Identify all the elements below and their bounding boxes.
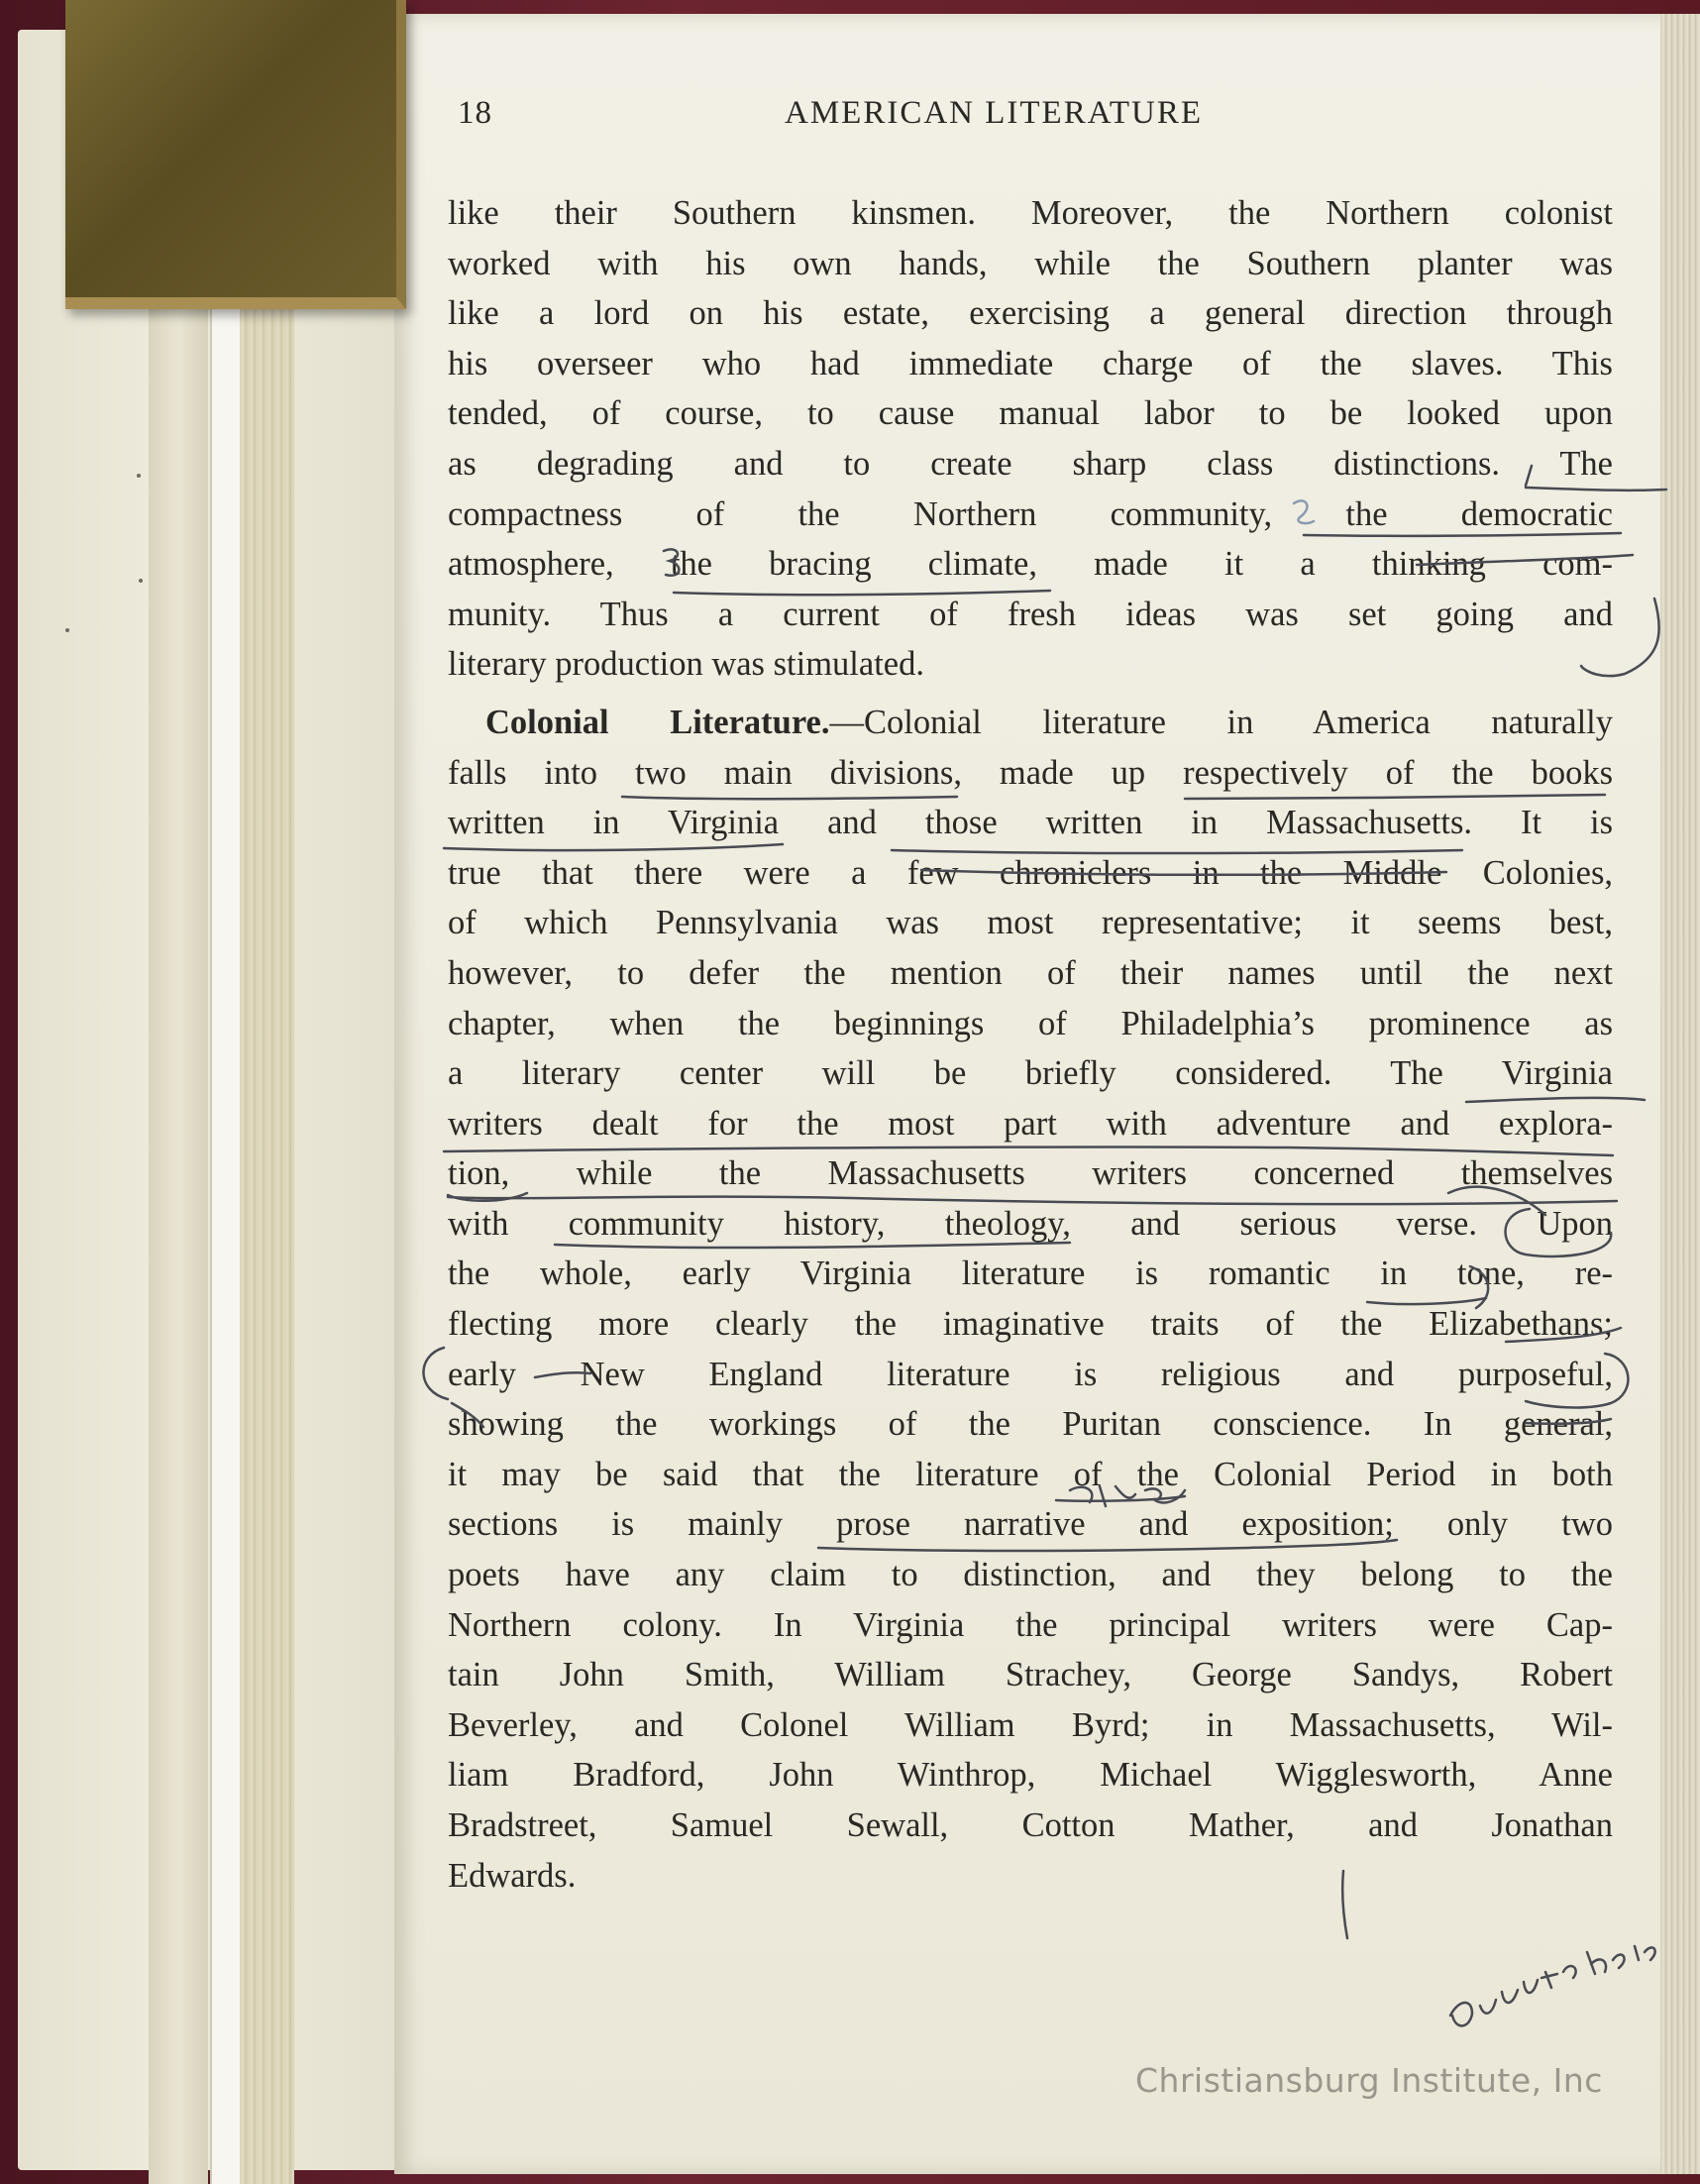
running-head: AMERICAN LITERATURE (785, 95, 1204, 131)
text-line: falls into two main divisions, made up respectively of the books (448, 753, 1613, 792)
text-line: tended, of course, to cause manual labor to be looked upon (448, 394, 1613, 433)
text-line: Northern colony. In Virginia the principal writers were Cap- (448, 1605, 1613, 1644)
paper-speck (137, 474, 141, 478)
text-line: true that there were a few chroniclers in the Middle Colonies, (448, 853, 1613, 892)
text-line: the whole, early Virginia literature is romantic in tone, re- (448, 1255, 1613, 1293)
text-line: poets have any claim to distinction, and they belong to the (448, 1556, 1613, 1594)
text-line: like their Southern kinsmen. Moreover, the Northern colonist (448, 194, 1613, 232)
text-line: sections is mainly prose narrative and exposition; only two (448, 1505, 1613, 1544)
text-line: tain John Smith, William Strachey, George Sandys, Robert (448, 1656, 1613, 1694)
text-line: like a lord on his estate, exercising a general direction through (448, 294, 1613, 333)
text-line (448, 698, 1613, 748)
text-line: of which Pennsylvania was most representative; it seems best, (448, 904, 1613, 942)
text-line: tion, while the Massachusetts writers concerned themselves (448, 1154, 1613, 1193)
page-stack-white-edge (210, 297, 242, 2184)
watermark: Christiansburg Institute, Inc (1135, 2061, 1603, 2100)
text-line: chapter, when the beginnings of Philadelphia’s prominence as (448, 1004, 1613, 1042)
page-stack-fore-edge (240, 297, 294, 2184)
page-number: 18 (458, 95, 492, 131)
text-line: with community history, theology, and serious verse. Upon (448, 1204, 1613, 1243)
text-line: his overseer who had immediate charge of the slaves. This (448, 344, 1613, 382)
page-stack-edge (149, 297, 208, 2184)
text-line: Beverley, and Colonel William Byrd; in Massachusetts, Wil- (448, 1705, 1613, 1744)
text-line: liam Bradford, John Winthrop, Michael Wigglesworth, Anne (448, 1756, 1613, 1795)
text-line: flecting more clearly the imaginative traits of the Elizabethans; (448, 1305, 1613, 1344)
right-page-edge (1660, 14, 1700, 2174)
text-line-rest: —Colonial literature in America naturally (829, 703, 1613, 741)
text-line: munity. Thus a current of fresh ideas was set going and (448, 595, 1613, 633)
text-line: worked with his own hands, while the Southern planter was (448, 244, 1613, 282)
section-heading: Colonial Literature. (485, 703, 830, 741)
page-header (458, 95, 1617, 143)
bookmark-tab-top (65, 0, 406, 309)
text-line: early New England literature is religious and purposeful, (448, 1355, 1613, 1393)
text-line: showing the workings of the Puritan conscience. In general, (448, 1405, 1613, 1444)
page-body (448, 188, 1613, 1901)
paragraph-intro (448, 188, 1613, 690)
text-line: writers dealt for the most part with adventure and explora- (448, 1104, 1613, 1143)
text-line: it may be said that the literature of the Colonial Period in both (448, 1455, 1613, 1493)
text-line: compactness of the Northern community, the democratic (448, 494, 1613, 533)
text-line: Edwards. (448, 1856, 577, 1895)
paper-speck (65, 628, 69, 632)
text-line: a literary center will be briefly considered. The Virginia (448, 1054, 1613, 1093)
text-line: however, to defer the mention of their names until the next (448, 953, 1613, 992)
text-line: Bradstreet, Samuel Sewall, Cotton Mather, and Jonathan (448, 1806, 1613, 1844)
text-line: atmosphere, the bracing climate, made it a thinking com- (448, 545, 1613, 584)
text-line: literary production was stimulated. (448, 645, 924, 684)
text-line: as degrading and to create sharp class distinctions. The (448, 444, 1613, 483)
paper-speck (139, 579, 143, 583)
text-line: written in Virginia and those written in Massachusetts. It is (448, 804, 1613, 842)
paragraph-colonial-literature (448, 698, 1613, 1901)
